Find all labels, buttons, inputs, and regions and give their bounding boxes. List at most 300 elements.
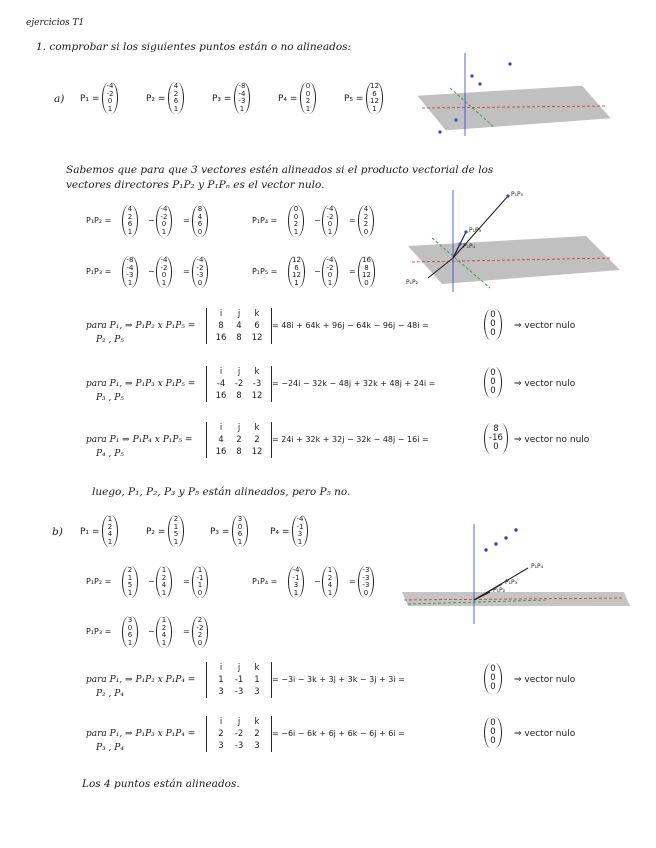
point-vector — [102, 515, 118, 547]
determinant-cell: -3 — [234, 687, 244, 697]
vector-entry: 12 — [370, 97, 379, 106]
vector-entry: 3 — [293, 581, 299, 590]
equals-sign: = — [183, 577, 190, 586]
vector-entry: 1 — [127, 227, 133, 236]
vector-entry: 6 — [127, 631, 133, 640]
determinant-cell: 3 — [218, 741, 224, 751]
determinant-cell: -2 — [234, 379, 244, 389]
vector-entry: -4 — [292, 566, 300, 574]
determinant-row — [212, 332, 266, 344]
vector-entry: 5 — [173, 530, 179, 539]
vector-entry: 2 — [197, 631, 203, 640]
point-vector — [234, 82, 250, 114]
point-vector — [300, 82, 316, 114]
minus-sign: − — [148, 267, 155, 276]
determinant-cell: -3 — [252, 379, 262, 389]
vector-entry: -3 — [238, 97, 246, 106]
vector-entry: 12 — [292, 256, 301, 264]
diff-vector-result — [192, 256, 208, 288]
vector-entry: -2 — [196, 263, 204, 272]
part-a-conclusion: luego, P₁, P₂, P₃ y P₅ están alineados, pero P₅ no. — [92, 486, 351, 498]
determinant-cell: i — [219, 367, 223, 377]
vector-entry: 2 — [305, 97, 311, 106]
vector-entry: -1 — [196, 573, 204, 582]
diff-vector-result — [192, 205, 208, 237]
diff-vector-a — [122, 566, 138, 598]
determinant-cell: k — [254, 423, 260, 433]
vector-entry: 1 — [107, 104, 113, 113]
vector-entry: 0 — [327, 220, 333, 229]
vector-entry: 1 — [294, 278, 299, 287]
cross-product-a2-determinant — [206, 366, 272, 402]
cross-product-a3-label-points: P₄ , P₅ — [96, 449, 124, 459]
determinant-cell: k — [254, 717, 260, 727]
equals-sign: = — [349, 267, 356, 276]
diff-vector-b — [156, 566, 172, 598]
determinant-row — [212, 662, 266, 674]
diff-vector-result — [358, 205, 374, 237]
determinant-cell: 3 — [218, 687, 224, 697]
vector-entry: 6 — [294, 263, 299, 272]
vector-entry: 2 — [363, 220, 369, 229]
minus-sign: − — [314, 577, 321, 586]
vector-entry: 16 — [362, 256, 371, 264]
point-vector — [168, 82, 184, 114]
vector-entry: 0 — [493, 442, 499, 452]
diff-vector-a — [122, 256, 138, 288]
vector-entry: 1 — [237, 537, 243, 546]
determinant-cell: -4 — [216, 379, 226, 389]
plot-b-label: P₁P₄ — [531, 563, 544, 570]
plot-a2-label: P₁P₅ — [511, 191, 524, 198]
determinant-cell: -2 — [234, 729, 244, 739]
point-name: P₁ = — [80, 94, 100, 104]
determinant-cell: 4 — [218, 435, 224, 445]
vector-entry: 2 — [173, 89, 179, 98]
plot-a2-label: P₁P₄ — [463, 243, 476, 250]
equals-sign: = — [349, 577, 356, 586]
diff-lhs: P₁P₃ = — [86, 267, 112, 276]
point-name: P₁ = — [80, 527, 100, 537]
determinant-row — [212, 674, 266, 686]
vector-entry: 1 — [327, 588, 333, 597]
vector-entry: 3 — [237, 515, 243, 523]
vector-entry: 0 — [197, 638, 203, 647]
vector-entry: 0 — [490, 368, 496, 378]
vector-entry: 1 — [161, 278, 167, 287]
vector-entry: 12 — [370, 82, 379, 90]
vector-entry: -3 — [362, 573, 370, 582]
vector-entry: 8 — [364, 263, 369, 272]
diff-lhs: P₁P₃ = — [86, 627, 112, 636]
diff-lhs: P₁P₄ = — [252, 577, 278, 586]
diff-vector-a — [288, 566, 304, 598]
minus-sign: − — [314, 267, 321, 276]
vector-entry: 1 — [107, 537, 113, 546]
cross-product-a3-expansion: = 24i + 32k + 32j − 32k − 48j − 16i = — [272, 435, 429, 444]
vector-entry: 12 — [292, 271, 301, 280]
explanation-line-2: vectores directores P₁P₂ y P₁Pₙ es el vector nulo. — [66, 179, 325, 191]
vector-entry: 2 — [363, 212, 369, 221]
cross-product-a3-result — [484, 423, 508, 454]
vector-entry: 0 — [293, 212, 299, 221]
plot-b — [398, 520, 630, 628]
diff-vector-b — [156, 616, 172, 648]
cross-product-a3-determinant — [206, 422, 272, 458]
vector-entry: 0 — [197, 588, 203, 597]
point-vector — [232, 515, 248, 547]
vector-entry: 2 — [197, 616, 203, 624]
point-name: P₄ = — [270, 527, 290, 537]
vector-entry: -4 — [326, 256, 334, 264]
vector-entry: -3 — [126, 271, 134, 280]
point-name: P₂ = — [146, 527, 166, 537]
diff-vector-a — [288, 205, 304, 237]
vector-entry: 0 — [364, 278, 369, 287]
diff-vector-result — [358, 256, 375, 288]
part-a-label: a) — [54, 93, 65, 105]
determinant-row — [212, 728, 266, 740]
determinant-cell: 16 — [215, 333, 227, 343]
determinant-cell: i — [219, 663, 223, 673]
determinant-cell: 8 — [236, 391, 242, 401]
vector-entry: 3 — [297, 530, 303, 539]
vector-entry: 1 — [197, 581, 203, 590]
determinant-row — [212, 740, 266, 752]
vector-entry: 2 — [161, 623, 167, 632]
vector-entry: 0 — [490, 673, 496, 683]
cross-product-b1-expansion: = −3i − 3k + 3j + 3k − 3j + 3i = — [272, 675, 405, 684]
part-b-conclusion: Los 4 puntos están alineados. — [82, 778, 240, 790]
determinant-cell: i — [219, 309, 223, 319]
point-name: P₅ = — [344, 94, 364, 104]
cross-product-b2-determinant — [206, 716, 272, 752]
vector-entry: 0 — [490, 718, 496, 728]
vector-entry: 0 — [490, 682, 496, 692]
cross-product-a2-result — [484, 367, 502, 398]
vector-entry: 5 — [127, 581, 133, 590]
point-vector — [102, 82, 118, 114]
plot-a2-label: P₁P₃ — [469, 227, 482, 234]
vector-entry: -4 — [238, 89, 246, 98]
vector-entry: -8 — [126, 256, 134, 264]
vector-entry: 1 — [327, 566, 333, 574]
plot-a2 — [398, 186, 628, 296]
vector-entry: 4 — [197, 212, 203, 221]
cross-product-b1-verdict: ⇒ vector nulo — [514, 675, 576, 685]
vector-entry: 1 — [107, 515, 113, 523]
exercise-prompt: 1. comprobar si los siguientes puntos están o no alineados: — [36, 41, 352, 53]
determinant-cell: 16 — [215, 447, 227, 457]
part-b-label: b) — [52, 526, 63, 538]
determinant-row — [212, 446, 266, 458]
vector-entry: 2 — [127, 566, 133, 574]
determinant-row — [212, 308, 266, 320]
diff-vector-a — [122, 205, 138, 237]
vector-entry: 0 — [197, 278, 203, 287]
diff-vector-b — [322, 566, 338, 598]
cross-product-b1-determinant — [206, 662, 272, 698]
vector-entry: 6 — [173, 97, 179, 106]
minus-sign: − — [314, 216, 321, 225]
vector-entry: 0 — [490, 377, 496, 387]
cross-product-a1-determinant — [206, 308, 272, 344]
vector-entry: 0 — [490, 328, 496, 338]
vector-entry: 0 — [490, 386, 496, 396]
vector-entry: 1 — [372, 104, 377, 113]
page-title: ejercicios T1 — [26, 18, 85, 28]
vector-entry: 8 — [493, 424, 499, 434]
determinant-row — [212, 422, 266, 434]
determinant-cell: 2 — [254, 435, 260, 445]
vector-entry: -3 — [362, 581, 370, 590]
vector-entry: -4 — [126, 263, 134, 272]
minus-sign: − — [148, 627, 155, 636]
plot-a1 — [410, 48, 620, 140]
vector-entry: 0 — [363, 227, 369, 236]
vector-entry: 1 — [327, 227, 333, 236]
vector-entry: 12 — [362, 271, 371, 280]
equals-sign: = — [349, 216, 356, 225]
vector-entry: -4 — [160, 205, 168, 213]
determinant-cell: j — [237, 717, 241, 727]
plot-b-label: P₁P₂ — [493, 587, 506, 594]
vector-entry: -4 — [106, 82, 114, 90]
determinant-row — [212, 390, 266, 402]
determinant-cell: 1 — [218, 675, 224, 685]
determinant-cell: 3 — [254, 741, 260, 751]
point-vector — [366, 82, 383, 114]
determinant-cell: 12 — [251, 391, 263, 401]
diff-vector-result — [358, 566, 374, 598]
vector-entry: -2 — [326, 263, 334, 272]
diff-lhs: P₁P₂ = — [86, 577, 112, 586]
determinant-cell: 6 — [254, 321, 260, 331]
diff-vector-b — [322, 256, 338, 288]
point-vector — [168, 515, 184, 547]
vector-entry: 1 — [127, 278, 133, 287]
minus-sign: − — [148, 577, 155, 586]
vector-entry: 1 — [297, 537, 303, 546]
cross-product-b2-label: para P₁, ⇒ P₁P₃ x P₁P₄ = — [86, 729, 196, 739]
vector-entry: 4 — [161, 581, 167, 590]
vector-entry: 0 — [161, 220, 167, 229]
determinant-cell: j — [237, 367, 241, 377]
vector-entry: 0 — [161, 271, 167, 280]
determinant-row — [212, 378, 266, 390]
vector-entry: 2 — [293, 220, 299, 229]
vector-entry: -4 — [160, 256, 168, 264]
determinant-cell: 1 — [254, 675, 260, 685]
vector-entry: 3 — [127, 616, 133, 624]
determinant-cell: -3 — [234, 741, 244, 751]
cross-product-a3-label: para P₁ ⇒ P₁P₄ x P₁P₅ = — [86, 435, 193, 445]
vector-entry: 4 — [107, 530, 113, 539]
vector-entry: -2 — [326, 212, 334, 221]
vector-entry: 1 — [305, 104, 311, 113]
determinant-cell: 4 — [236, 321, 242, 331]
diff-lhs: P₁P₄ = — [252, 216, 278, 225]
determinant-cell: k — [254, 367, 260, 377]
diff-vector-b — [322, 205, 338, 237]
vector-entry: 1 — [161, 638, 167, 647]
point-name: P₄ = — [278, 94, 298, 104]
vector-entry: 0 — [363, 588, 369, 597]
vector-entry: 0 — [237, 522, 243, 531]
vector-entry: 0 — [107, 97, 113, 106]
determinant-cell: 8 — [236, 333, 242, 343]
cross-product-a2-label-points: P₃ , P₅ — [96, 393, 124, 403]
vector-entry: 0 — [327, 271, 333, 280]
determinant-cell: 2 — [236, 435, 242, 445]
cross-product-a2-verdict: ⇒ vector nulo — [514, 379, 576, 389]
cross-product-b2-verdict: ⇒ vector nulo — [514, 729, 576, 739]
vector-entry: 6 — [237, 530, 243, 539]
vector-entry: 8 — [197, 205, 203, 213]
cross-product-b2-label-points: P₃ , P₄ — [96, 743, 124, 753]
vector-entry: 6 — [372, 89, 377, 98]
vector-entry: 0 — [490, 319, 496, 329]
cross-product-a1-result — [484, 309, 502, 340]
diff-vector-result — [192, 616, 208, 648]
vector-entry: -1 — [296, 522, 304, 531]
plot-a2-label: P₁P₂ — [406, 279, 419, 286]
vector-entry: 1 — [173, 537, 179, 546]
determinant-cell: 16 — [215, 391, 227, 401]
point-name: P₂ = — [146, 94, 166, 104]
vector-entry: 0 — [127, 623, 133, 632]
vector-entry: -4 — [296, 515, 304, 523]
vector-entry: 1 — [161, 227, 167, 236]
vector-entry: 1 — [173, 522, 179, 531]
vector-entry: 1 — [161, 616, 167, 624]
cross-product-b1-label: para P₁, ⇒ P₁P₂ x P₁P₄ = — [86, 675, 196, 685]
vector-entry: 0 — [490, 664, 496, 674]
equals-sign: = — [183, 627, 190, 636]
vector-entry: 0 — [490, 727, 496, 737]
vector-entry: 2 — [161, 573, 167, 582]
vector-entry: 1 — [239, 104, 245, 113]
vector-entry: 2 — [127, 212, 133, 221]
vector-entry: 6 — [127, 220, 133, 229]
vector-entry: -4 — [326, 205, 334, 213]
determinant-cell: 12 — [251, 447, 263, 457]
determinant-cell: 8 — [218, 321, 224, 331]
vector-entry: 0 — [490, 310, 496, 320]
diff-lhs: P₁P₂ = — [86, 216, 112, 225]
vector-entry: 1 — [161, 588, 167, 597]
vector-entry: -8 — [238, 82, 246, 90]
determinant-cell: j — [237, 309, 241, 319]
determinant-cell: -1 — [234, 675, 244, 685]
vector-entry: 1 — [197, 566, 203, 574]
vector-entry: 4 — [127, 205, 133, 213]
vector-entry: 2 — [173, 515, 179, 523]
vector-entry: -3 — [196, 271, 204, 280]
determinant-cell: i — [219, 423, 223, 433]
vector-entry: -3 — [362, 566, 370, 574]
diff-lhs: P₁P₅ = — [252, 267, 278, 276]
explanation-line-1: Sabemos que para que 3 vectores estén alineados si el producto vectorial de los — [66, 164, 494, 176]
diff-vector-a — [122, 616, 138, 648]
determinant-cell: 12 — [251, 333, 263, 343]
vector-entry: 4 — [363, 205, 369, 213]
cross-product-a1-expansion: = 48i + 64k + 96j − 64k − 96j − 48i = — [272, 321, 429, 330]
vector-entry: 1 — [127, 638, 133, 647]
vector-entry: -2 — [160, 212, 168, 221]
cross-product-b1-result — [484, 663, 502, 694]
diff-vector-b — [156, 256, 172, 288]
vector-entry: 4 — [161, 631, 167, 640]
diff-vector-result — [192, 566, 208, 598]
cross-product-b1-label-points: P₂ , P₄ — [96, 689, 124, 699]
determinant-row — [212, 434, 266, 446]
cross-product-b2-expansion: = −6i − 6k + 6j + 6k − 6j + 6i = — [272, 729, 405, 738]
determinant-row — [212, 366, 266, 378]
determinant-row — [212, 686, 266, 698]
cross-product-a1-verdict: ⇒ vector nulo — [514, 321, 576, 331]
determinant-cell: k — [254, 309, 260, 319]
determinant-cell: k — [254, 663, 260, 673]
cross-product-a3-verdict: ⇒ vector no nulo — [514, 435, 590, 445]
vector-entry: -1 — [292, 573, 300, 582]
point-name: P₃ = — [212, 94, 232, 104]
vector-entry: 1 — [293, 588, 299, 597]
vector-entry: 1 — [161, 566, 167, 574]
cross-product-b2-result — [484, 717, 502, 748]
cross-product-a1-label-points: P₂ , P₅ — [96, 335, 124, 345]
point-vector — [292, 515, 308, 547]
determinant-cell: j — [237, 663, 241, 673]
vector-entry: -4 — [196, 256, 204, 264]
vector-entry: 6 — [197, 220, 203, 229]
determinant-cell: 8 — [236, 447, 242, 457]
determinant-cell: 2 — [218, 729, 224, 739]
vector-entry: -2 — [106, 89, 114, 98]
vector-entry: -2 — [160, 263, 168, 272]
vector-entry: -2 — [196, 623, 204, 632]
equals-sign: = — [183, 267, 190, 276]
vector-entry: 2 — [327, 573, 333, 582]
determinant-cell: i — [219, 717, 223, 727]
vector-entry: 1 — [293, 227, 299, 236]
point-name: P₃ = — [210, 527, 230, 537]
cross-product-a2-label: para P₁, ⇒ P₁P₃ x P₁P₅ = — [86, 379, 196, 389]
equals-sign: = — [183, 216, 190, 225]
vector-entry: 4 — [327, 581, 333, 590]
cross-product-a2-expansion: = −24i − 32k − 48j + 32k + 48j + 24i = — [272, 379, 436, 388]
vector-entry: 0 — [293, 205, 299, 213]
vector-entry: 1 — [173, 104, 179, 113]
determinant-row — [212, 320, 266, 332]
vector-entry: 1 — [127, 588, 133, 597]
diff-vector-a — [288, 256, 305, 288]
diff-vector-b — [156, 205, 172, 237]
determinant-row — [212, 716, 266, 728]
determinant-cell: 2 — [254, 729, 260, 739]
vector-entry: 0 — [197, 227, 203, 236]
vector-entry: 0 — [305, 89, 311, 98]
vector-entry: 4 — [173, 82, 179, 90]
plot-b-label: P₁P₃ — [505, 579, 518, 586]
determinant-cell: j — [237, 423, 241, 433]
minus-sign: − — [148, 216, 155, 225]
vector-entry: 1 — [327, 278, 333, 287]
determinant-cell: 3 — [254, 687, 260, 697]
vector-entry: 0 — [490, 736, 496, 746]
vector-entry: 1 — [127, 573, 133, 582]
vector-entry: 0 — [305, 82, 311, 90]
